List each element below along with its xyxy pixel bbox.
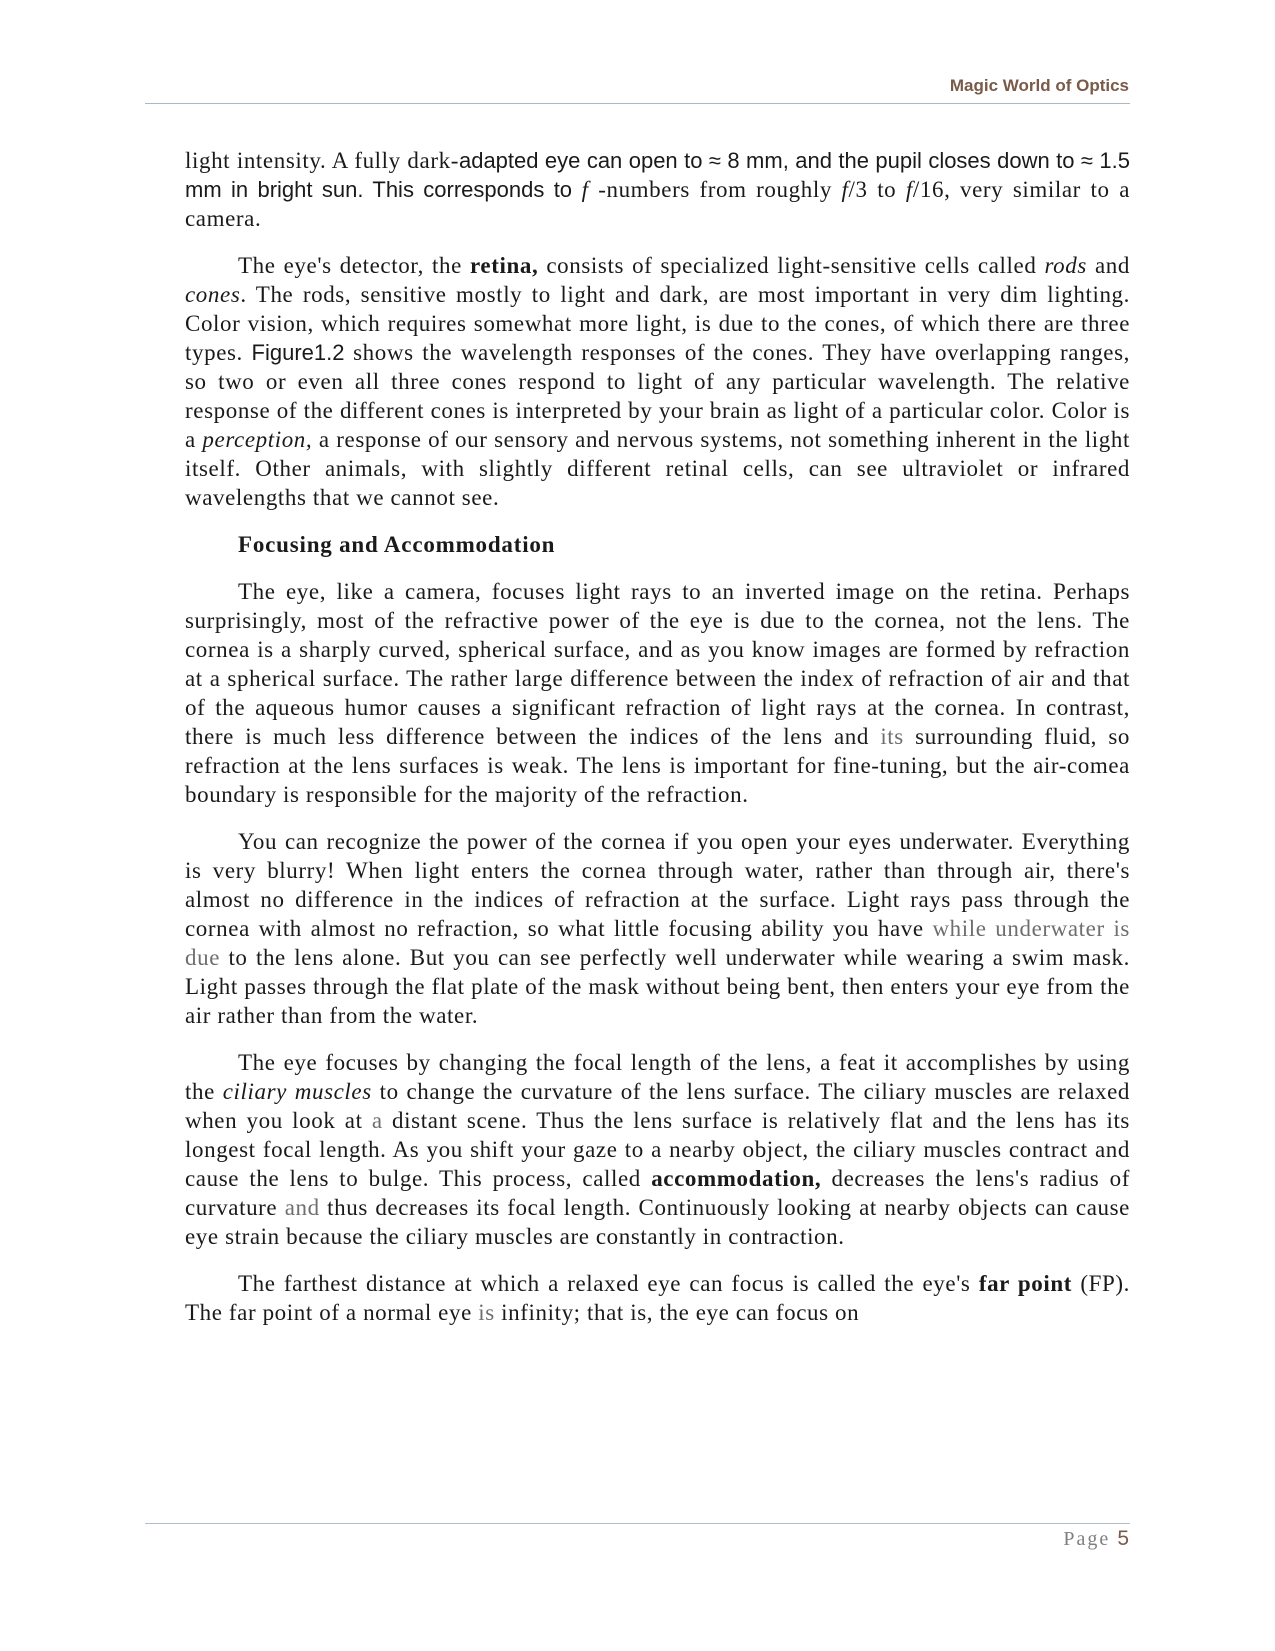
p1-f-italic: f (581, 177, 589, 202)
paragraph-cornea (185, 577, 1130, 809)
p1-text-1: light intensity. A fully dark- (185, 148, 459, 173)
p6-text-1: The farthest distance at which a relaxed eye can focus is called the eye's (238, 1271, 979, 1296)
p6-text-3: infinity; that is, the eye can focus on (494, 1300, 860, 1325)
p4-text-2: to the lens alone. But you can see perfectly well underwater while wearing a swim mask. Light passes through the flat plate of the mask without being bent, then enters your eye from the air rather than from the water. (185, 945, 1130, 1028)
page-label: Page (1063, 1528, 1111, 1550)
term-accommodation: accommodation, (651, 1166, 822, 1191)
p1-text-5: /16, very similar to a camera. (185, 177, 1130, 231)
p3-text-2: surrounding fluid, so refraction at the lens surfaces is weak. The lens is important for fine-tuning, but the air-comea boundary is responsible for the majority of the refraction. (185, 724, 1130, 807)
term-perception: perception, (202, 427, 313, 452)
term-cones: cones (185, 282, 241, 307)
p4-grey-text: while underwater is due (185, 916, 1130, 970)
paragraph-accommodation (185, 1048, 1130, 1251)
p5-grey-text-2: and (284, 1195, 320, 1220)
paragraph-retina (185, 251, 1130, 512)
p2-text-3: and (1086, 253, 1131, 278)
term-far-point: far point (978, 1271, 1073, 1296)
p1-text-4: /3 to (848, 177, 906, 202)
page-body (185, 146, 1130, 1345)
term-retina: retina, (470, 253, 539, 278)
p2-text-1: The eye's detector, the (238, 253, 471, 278)
p6-text-2: (FP). The far point of a normal eye (185, 1271, 1130, 1325)
page-number: 5 (1117, 1527, 1129, 1550)
section-heading: Focusing and Accommodation (238, 532, 556, 557)
p1-f-italic-3: f (905, 177, 913, 202)
p5-grey-text-1: a (371, 1108, 383, 1133)
p2-text-6: shows the wavelength responses of the cones. They have overlapping ranges, so two or even all three cones respond to light of any particular wavelength. The relative response of the different cones is interpreted by your brain as light of a particular color. Color is a (185, 340, 1131, 452)
p6-grey-text: is (478, 1300, 495, 1325)
p3-grey-text: its (880, 724, 904, 749)
paragraph-underwater (185, 827, 1130, 1030)
p5-text-4: decreases the lens's radius of curvature (185, 1166, 1130, 1220)
p5-text-2: to change the curvature of the lens surface. The ciliary muscles are relaxed when you look at (185, 1079, 1131, 1133)
p5-text-3: distant scene. Thus the lens surface is relatively flat and the lens has its longest focal length. As you shift your gaze to a nearby object, the ciliary muscles contract and cause the lens to bulge. This process, called (185, 1108, 1130, 1191)
paragraph-pupil (185, 146, 1130, 233)
running-header-title: Magic World of Optics (949, 76, 1129, 95)
term-rods: rods (1044, 253, 1087, 278)
p5-text-1: The eye focuses by changing the focal length of the lens, a feat it accomplishes by using the (185, 1050, 1130, 1104)
page-footer (1063, 1527, 1129, 1551)
p5-text-5: thus decreases its focal length. Continuously looking at nearby objects can cause eye strain because the ciliary muscles are constantly in contraction. (185, 1195, 1130, 1249)
p3-text-1: The eye, like a camera, focuses light rays to an inverted image on the retina. Perhaps surprisingly, most of the refractive power of the eye is due to the cornea, not the lens. The cornea is a sharply curved, spherical surface, and as you know images are formed by refraction at a spherical surface. The rather large difference between the index of refraction of air and that of the aqueous humor causes a significant refraction of light rays at the cornea. In contrast, there is much less difference between the indices of the lens and (185, 579, 1130, 749)
header-divider (145, 103, 1130, 104)
p1-text-3: -numbers from roughly (588, 177, 842, 202)
p4-text-1: You can recognize the power of the cornea if you open your eyes underwater. Everything is very blurry! When light enters the cornea through water, rather than through air, there's almost no difference in the indices of refraction at the surface. Light rays pass through the cornea with almost no refraction, so what little focusing ability you have (185, 829, 1130, 941)
p1-text-2: adapted eye can open to ≈ 8 mm, and the pupil closes down to ≈ 1.5 mm in bright sun. This corresponds to (185, 148, 1130, 202)
p2-text-4: . The rods, sensitive mostly to light and dark, are most important in very dim lighting. Color vision, which requires somewhat more light, is due to the cones, of which there are three types. (185, 282, 1130, 365)
p2-text-2: consists of specialized light-sensitive cells called (538, 253, 1045, 278)
p2-text-7: a response of our sensory and nervous systems, not something inherent in the light itself. Other animals, with slightly different retinal cells, can see ultraviolet or infrared wavelengths that we cannot see. (185, 427, 1130, 510)
term-ciliary-muscles: ciliary muscles (222, 1079, 372, 1104)
footer-divider (145, 1523, 1130, 1524)
figure-reference: Figure1.2 (251, 340, 345, 365)
p1-f-italic-2: f (841, 177, 849, 202)
paragraph-far-point (185, 1269, 1130, 1327)
